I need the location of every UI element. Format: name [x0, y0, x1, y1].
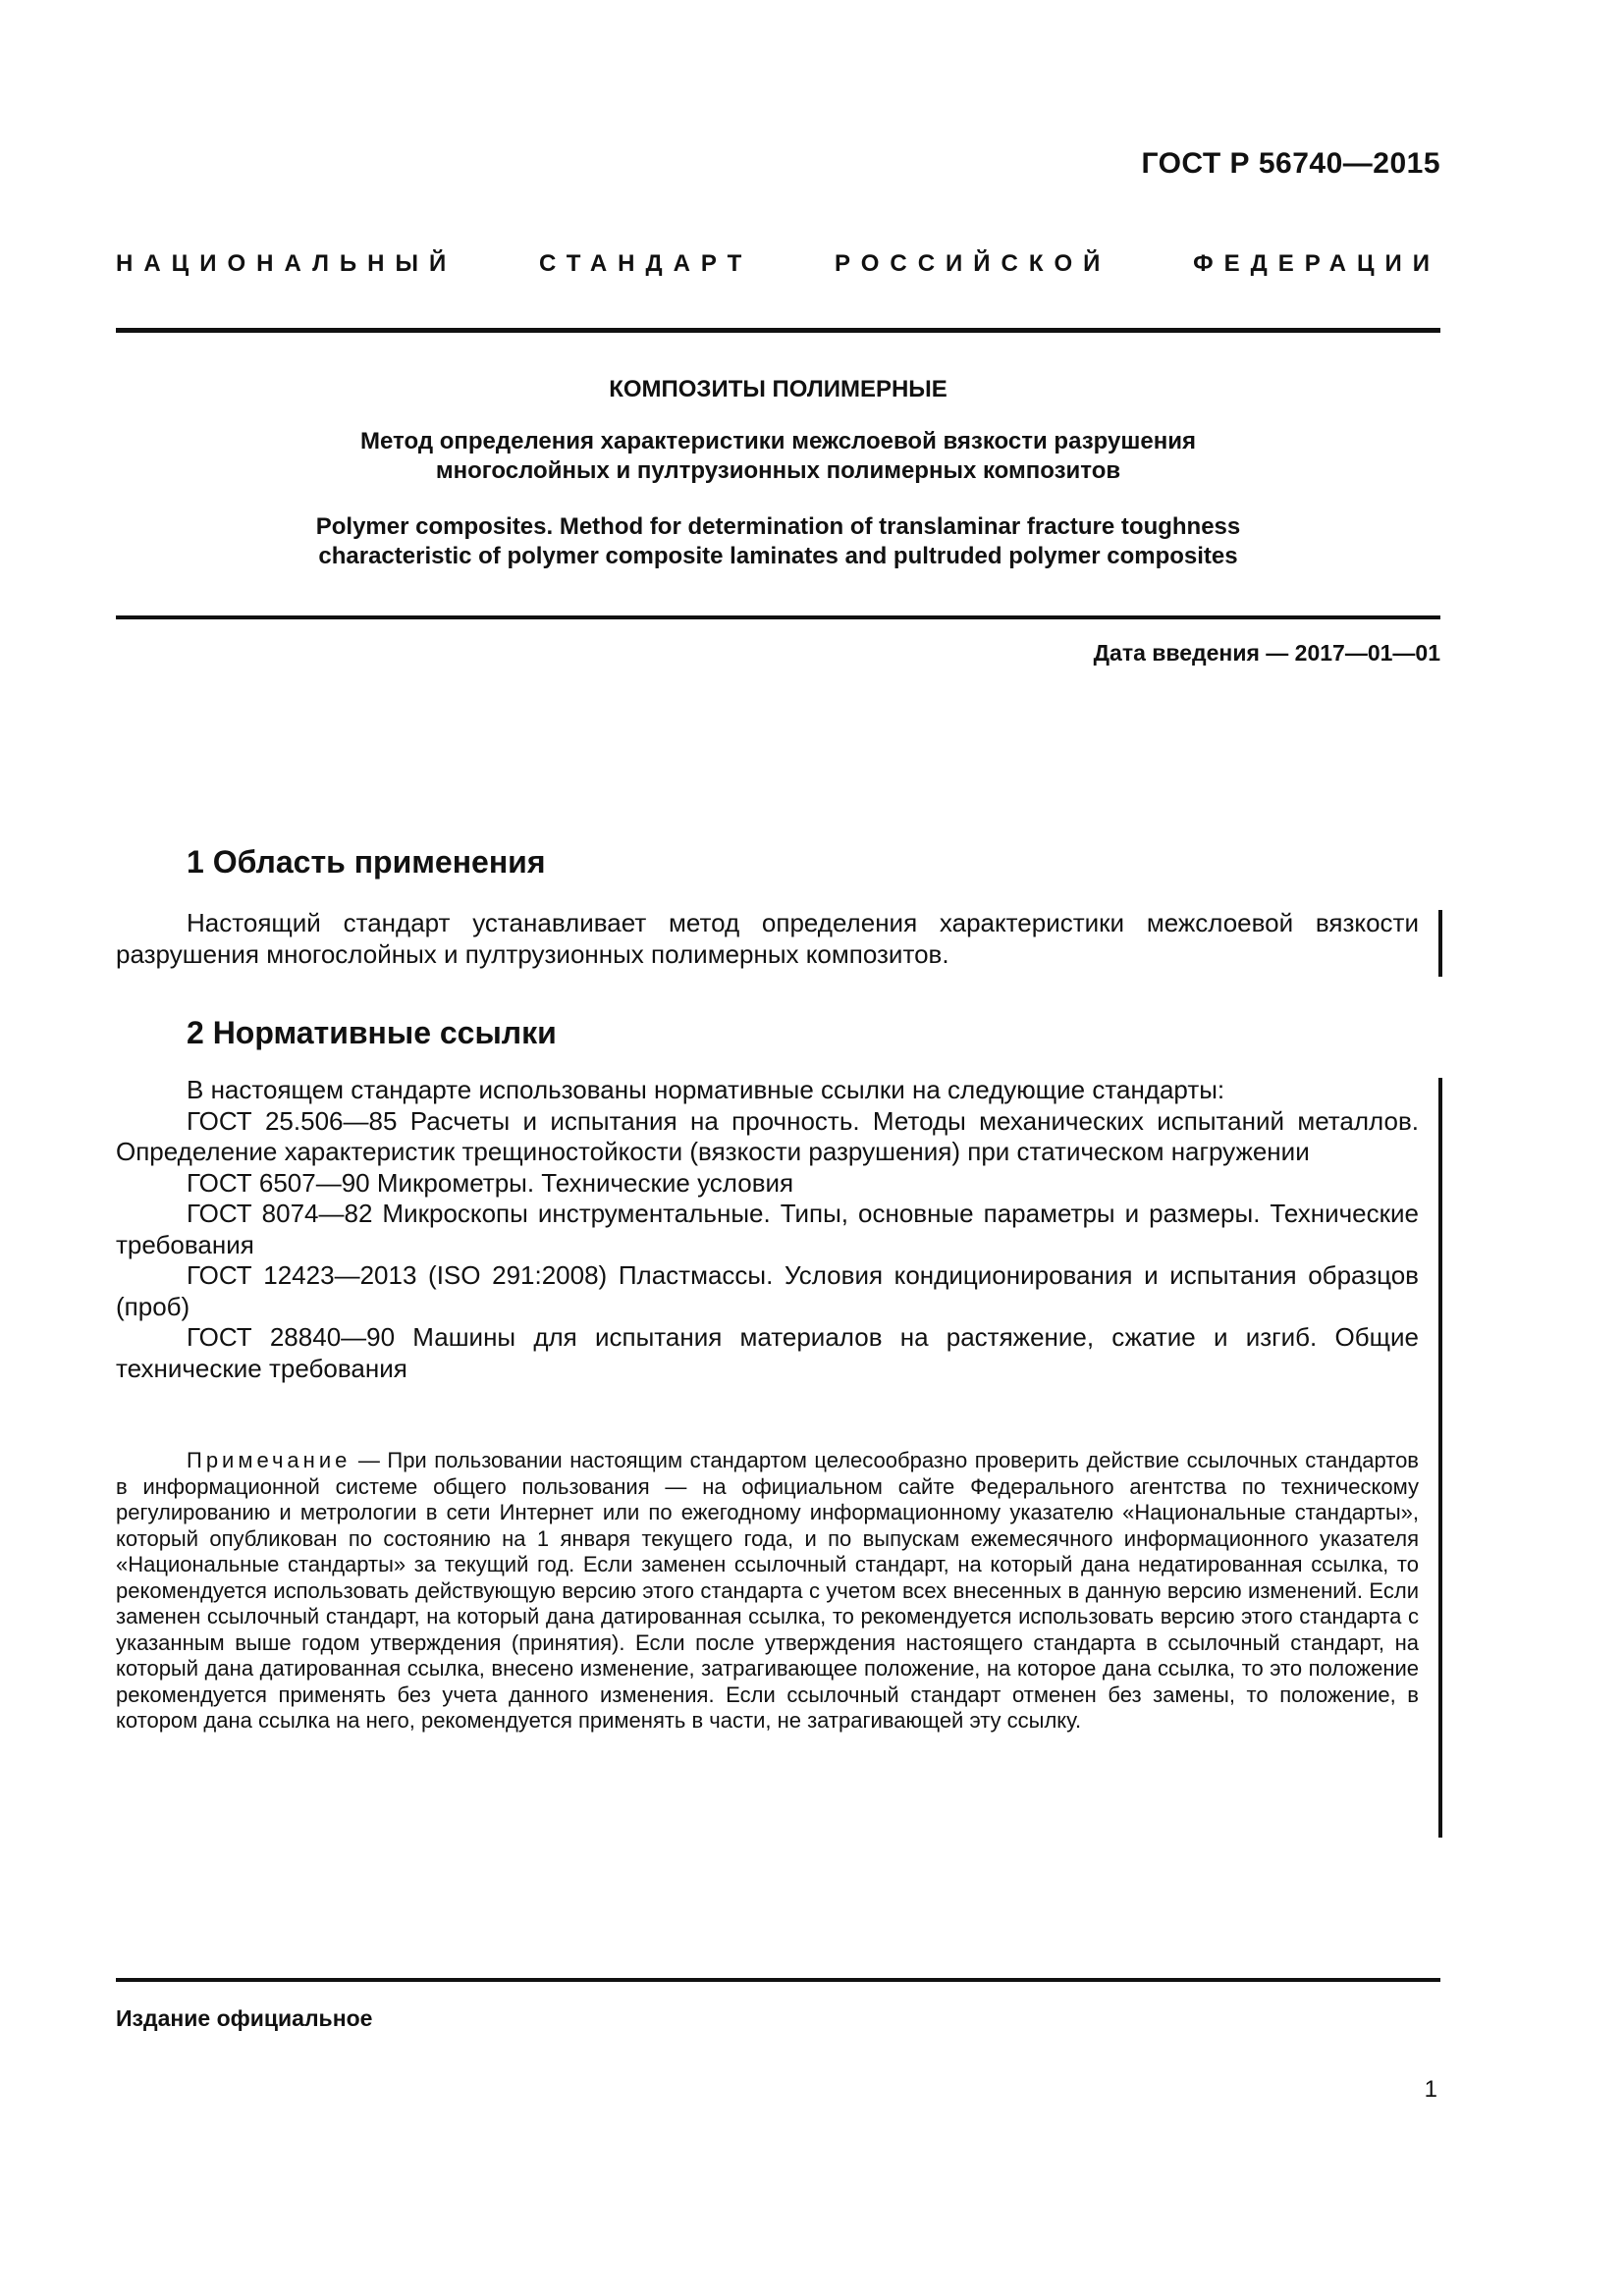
document-title: КОМПОЗИТЫ ПОЛИМЕРНЫЕ: [609, 376, 947, 402]
document-subtitle: [116, 427, 1440, 486]
note-paragraph: [116, 1448, 1419, 1735]
english-title: [116, 512, 1440, 571]
introduction-date: Дата введения — 2017—01—01: [1093, 640, 1440, 666]
english-title-line-1: Polymer composites. Method for determination of translaminar fracture toughness: [315, 513, 1241, 540]
edition-label: Издание официальное: [116, 2005, 373, 2031]
english-title-line-2: characteristic of polymer composite laminates and pultruded polymer composites: [318, 543, 1238, 569]
subtitle-line-2: многослойных и пултрузионных полимерных композитов: [435, 457, 1121, 484]
subtitle-line-1: Метод определения характеристики межслоевой вязкости разрушения: [360, 428, 1196, 454]
reference-item: ГОСТ 6507—90 Микрометры. Технические условия: [187, 1167, 794, 1198]
section-1-paragraph: Настоящий стандарт устанавливает метод определения характеристики межслоевой вязкости разрушения многослойных и пултрузионных полимерных композитов.: [116, 908, 1419, 969]
note-label: Примечание: [187, 1448, 352, 1472]
reference-item: ГОСТ 12423—2013 (ISO 291:2008) Пластмассы. Условия кондиционирования и испытания образцов (проб): [116, 1260, 1419, 1321]
section-2-body: [116, 1075, 1419, 1384]
footer-rule: [116, 1978, 1440, 1982]
section-1-text: [116, 908, 1419, 970]
reference-item: ГОСТ 28840—90 Машины для испытания материалов на растяжение, сжатие и изгиб. Общие технические требования: [116, 1322, 1419, 1383]
page-number: 1: [1424, 2076, 1437, 2103]
header-rule: [116, 328, 1440, 333]
note-text: — При пользовании настоящим стандартом целесообразно проверить действие ссылочных стандартов в информационной системе общего пользования — на официальном сайте Федерального агентства по техническому регулированию и метрологии в сети Интернет или по ежегодному информационному указателю «Национальные стандарты», который опубликован по состоянию на 1 января текущего года, и по выпускам ежемесячного информационного указателя «Национальные стандарты» за текущий год. Если заменен ссылочный стандарт, на который дана недатированная ссылка, то рекомендуется использовать действующую версию этого стандарта с учетом всех внесенных в данную версию изменений. Если заменен ссылочный стандарт, на который дана датированная ссылка, то рекомендуется использовать версию этого стандарта с указанным выше годом утверждения (принятия). Если после утверждения настоящего стандарта в ссылочный стандарт, на который дана датированная ссылка, внесено изменение, затрагивающее положение, на которое дана ссылка, то это положение рекомендуется применять без учета данного изменения. Если ссылочный стандарт отменен без замены, то положение, в котором дана ссылка на него, рекомендуется применять в части, не затрагивающей эту ссылку.: [116, 1448, 1419, 1733]
section-2-intro: В настоящем стандарте использованы нормативные ссылки на следующие стандарты:: [187, 1075, 1225, 1104]
reference-item: ГОСТ 25.506—85 Расчеты и испытания на прочность. Методы механических испытаний металлов. Определение характеристик трещиностойкости (вязкости разрушения) при статическом нагружении: [116, 1105, 1419, 1166]
reference-item: ГОСТ 8074—82 Микроскопы инструментальные. Типы, основные параметры и размеры. Технические требования: [116, 1199, 1419, 1259]
national-standard-banner: НАЦИОНАЛЬНЫЙ СТАНДАРТ РОССИЙСКОЙ ФЕДЕРАЦИИ: [116, 250, 1440, 277]
section-2-heading: 2 Нормативные ссылки: [187, 1015, 557, 1050]
change-bar: [1438, 910, 1442, 977]
section-1-heading: 1 Область применения: [187, 844, 546, 880]
change-bar: [1438, 1078, 1442, 1838]
document-code: ГОСТ Р 56740—2015: [1141, 147, 1440, 180]
title-rule: [116, 615, 1440, 619]
